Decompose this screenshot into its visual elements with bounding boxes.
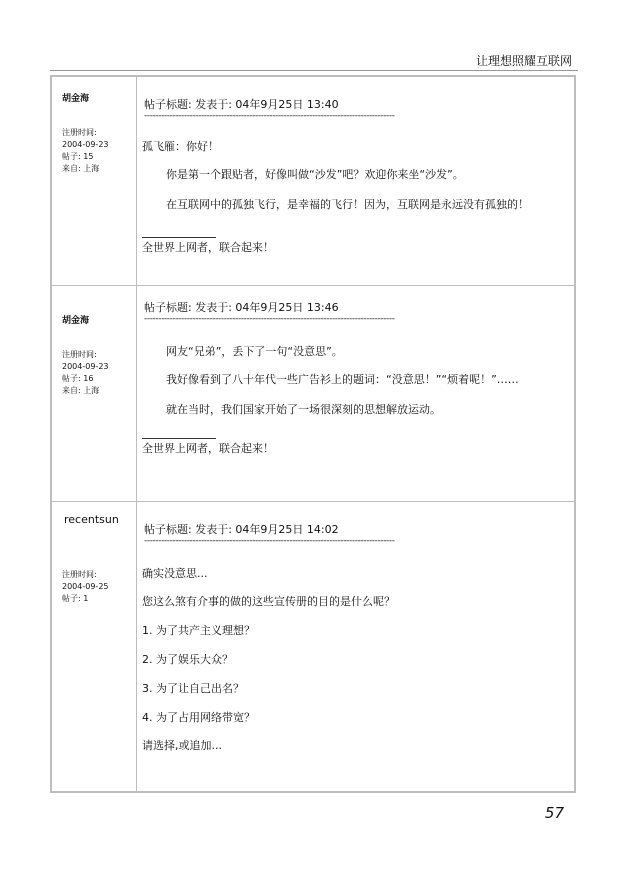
post-body-line: 网友“兄弟”，丢下了一句“没意思”。: [166, 345, 343, 358]
post-separator: ----------------------------------------------------------------------------------------: [144, 111, 395, 121]
post-author-panel: [52, 501, 137, 791]
post-title: 帖子标题: 发表于: 04年9月25日 13:40: [144, 98, 339, 111]
post-body-line: 1. 为了共产主义理想？: [142, 624, 255, 637]
post-title: 帖子标题: 发表于: 04年9月25日 14:02: [144, 523, 339, 536]
post-body-line: 我好像看到了八十年代一些广告衫上的题词：“没意思！”“烦着呢！”……: [166, 373, 519, 386]
author-meta: [62, 127, 109, 175]
post-separator: ----------------------------------------------------------------------------------------: [144, 536, 395, 546]
signature-divider: [142, 438, 216, 439]
page-number: 57: [544, 804, 564, 822]
meta-location: 来自: 上海: [62, 164, 100, 173]
post-body-line: 孤飞雁：你好！: [142, 140, 219, 153]
meta-register-date: 2004-09-23: [62, 140, 109, 149]
post-body-line: 确实没意思...: [142, 567, 208, 580]
post-body-line: 在互联网中的孤独飞行，是幸福的飞行！因为，互联网是永远没有孤独的！: [166, 198, 529, 211]
author-meta: [62, 349, 109, 397]
post-signature: 全世界上网者，联合起来！: [142, 241, 274, 254]
meta-register-date: 2004-09-25: [62, 582, 109, 591]
post-1: [52, 77, 574, 286]
post-title: 帖子标题: 发表于: 04年9月25日 13:46: [144, 301, 339, 314]
post-body-line: 4. 为了占用网络带宽？: [142, 711, 255, 724]
meta-post-count: 帖子: 1: [62, 594, 89, 603]
author-name[interactable]: 胡金海: [62, 94, 90, 104]
post-content: [144, 285, 564, 501]
signature-divider: [142, 237, 216, 238]
post-content: [144, 501, 564, 791]
meta-register-label: 注册时间:: [62, 350, 97, 359]
post-author-panel: [52, 77, 137, 285]
post-author-panel: [52, 285, 137, 501]
post-signature: 全世界上网者，联合起来！: [142, 442, 274, 455]
post-separator: ----------------------------------------------------------------------------------------: [144, 314, 395, 324]
post-3: [52, 501, 574, 791]
author-name[interactable]: 胡金海: [62, 316, 90, 326]
meta-post-count: 帖子: 15: [62, 152, 94, 161]
post-body-line: 您这么煞有介事的做的这些宣传册的目的是什么呢？: [142, 595, 395, 608]
post-body-line: 3. 为了让自己出名？: [142, 682, 244, 695]
author-meta: [62, 569, 109, 605]
post-body-line: 就在当时，我们国家开始了一场很深刻的思想解放运动。: [166, 403, 441, 416]
meta-register-label: 注册时间:: [62, 570, 97, 579]
meta-location: 来自: 上海: [62, 386, 100, 395]
post-body-line: 2. 为了娱乐大众？: [142, 653, 233, 666]
post-content: [144, 77, 564, 285]
meta-register-date: 2004-09-23: [62, 362, 109, 371]
header-divider: [50, 70, 578, 71]
header-title: 让理想照耀互联网: [475, 54, 572, 68]
author-name[interactable]: recentsun: [64, 513, 119, 526]
post-body-line: 请选择,或追加...: [142, 739, 222, 752]
meta-register-label: 注册时间:: [62, 128, 97, 137]
post-2: [52, 285, 574, 502]
post-body-line: 你是第一个跟贴者，好像叫做“沙发”吧？欢迎你来坐“沙发”。: [166, 168, 464, 181]
meta-post-count: 帖子: 16: [62, 374, 94, 383]
forum-thread: [50, 75, 576, 793]
